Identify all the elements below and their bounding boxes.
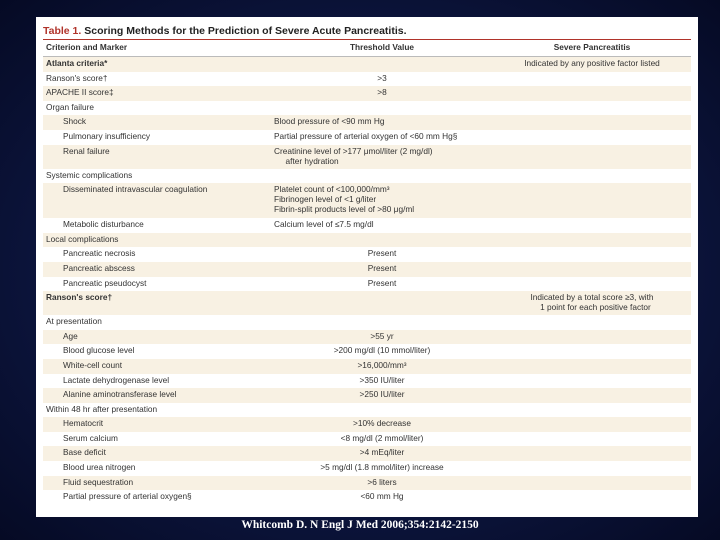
severity-cell <box>493 388 691 403</box>
threshold-cell: >6 liters <box>271 476 493 491</box>
severity-cell <box>493 183 691 218</box>
threshold-cell: >3 <box>377 72 387 83</box>
table-row <box>43 432 691 447</box>
threshold-cell: >350 IU/liter <box>359 374 405 385</box>
criterion-cell: Base deficit <box>43 446 271 461</box>
table-row <box>43 130 691 145</box>
criterion-cell: Renal failure <box>43 145 271 169</box>
criterion-cell: Blood glucose level <box>63 345 135 356</box>
table-row <box>43 417 691 432</box>
criterion-cell: Organ failure <box>46 101 94 112</box>
criterion-cell: Ranson's score† <box>46 72 108 83</box>
severity-cell <box>493 72 691 87</box>
table-row <box>43 86 691 101</box>
severity-cell <box>493 432 691 447</box>
severity-cell <box>493 476 691 491</box>
threshold-cell: Calcium level of ≤7.5 mg/dl <box>274 219 374 230</box>
table-row <box>43 233 691 248</box>
severity-cell: Indicated by any positive factor listed <box>493 57 691 72</box>
threshold-cell: Present <box>367 248 397 259</box>
table-row <box>43 490 691 505</box>
table-row <box>43 388 691 403</box>
criterion-cell: Alanine aminotransferase level <box>43 388 271 403</box>
table-title-lead: Table 1. <box>43 25 82 37</box>
table-row <box>43 344 691 359</box>
threshold-cell: Creatinine level of >177 μmol/liter (2 mg/dl) after hydration <box>271 145 493 169</box>
severity-cell <box>493 417 691 432</box>
severity-cell <box>493 115 691 130</box>
table-header-row <box>43 40 691 57</box>
criterion-cell: Age <box>43 330 271 345</box>
severity-cell <box>493 374 691 389</box>
table-row <box>43 446 691 461</box>
severity-cell <box>493 86 691 101</box>
threshold-cell: Present <box>271 262 493 277</box>
severity-cell <box>493 145 691 169</box>
criterion-cell: Local complications <box>43 233 271 248</box>
criterion-cell: Pulmonary insufficiency <box>63 130 151 141</box>
table-row <box>43 218 691 233</box>
threshold-cell: <60 mm Hg <box>360 491 404 502</box>
table-row <box>43 374 691 389</box>
threshold-cell: >4 mEq/liter <box>271 446 493 461</box>
table-row <box>43 291 691 315</box>
table-title-text: Scoring Methods for the Prediction of Severe Acute Pancreatitis. <box>81 25 407 37</box>
column-header-severe: Severe Pancreatitis <box>493 40 691 57</box>
criterion-cell: Hematocrit <box>43 417 271 432</box>
threshold-cell: Blood pressure of <90 mm Hg <box>271 115 493 130</box>
criterion-cell: Shock <box>43 115 271 130</box>
severity-cell <box>493 446 691 461</box>
severity-cell <box>493 277 691 292</box>
table-row <box>43 461 691 476</box>
criterion-cell: APACHE II score‡ <box>43 86 271 101</box>
table-body <box>43 57 691 505</box>
table-row <box>43 247 691 262</box>
threshold-cell <box>271 315 493 330</box>
criterion-cell: Metabolic disturbance <box>63 219 144 230</box>
threshold-cell: Present <box>367 277 397 288</box>
criterion-cell: Disseminated intravascular coagulation <box>43 183 271 218</box>
column-header-threshold: Threshold Value <box>271 40 493 57</box>
threshold-cell <box>271 169 493 184</box>
criterion-cell: Blood urea nitrogen <box>63 462 136 473</box>
threshold-cell: <8 mg/dl (2 mmol/liter) <box>340 432 424 443</box>
severity-cell <box>493 247 691 262</box>
threshold-cell: >5 mg/dl (1.8 mmol/liter) increase <box>320 462 444 473</box>
criterion-cell: Pancreatic abscess <box>43 262 271 277</box>
severity-cell <box>493 233 691 248</box>
criterion-cell: Atlanta criteria* <box>43 57 271 72</box>
criterion-cell: White-cell count <box>43 359 271 374</box>
threshold-cell <box>271 233 493 248</box>
severity-cell <box>493 344 691 359</box>
threshold-cell: >10% decrease <box>271 417 493 432</box>
threshold-cell: >250 IU/liter <box>271 388 493 403</box>
severity-cell <box>493 315 691 330</box>
scoring-table <box>43 40 691 505</box>
table-row <box>43 183 691 218</box>
threshold-cell <box>271 403 493 418</box>
criterion-cell: Within 48 hr after presentation <box>46 403 158 414</box>
severity-cell <box>493 130 691 145</box>
threshold-cell: Partial pressure of arterial oxygen of <60 mm Hg§ <box>274 130 458 141</box>
table-row <box>43 359 691 374</box>
table-panel <box>36 17 698 517</box>
criterion-cell: Systemic complications <box>46 169 133 180</box>
criterion-cell: Ranson's score† <box>43 291 271 315</box>
table-row <box>43 262 691 277</box>
table-row <box>43 277 691 292</box>
column-header-criterion: Criterion and Marker <box>43 40 271 57</box>
severity-cell <box>493 359 691 374</box>
threshold-cell: >8 <box>271 86 493 101</box>
severity-cell <box>493 490 691 505</box>
table-row <box>43 72 691 87</box>
severity-cell <box>493 262 691 277</box>
citation-caption: Whitcomb D. N Engl J Med 2006;354:2142-2150 <box>241 519 479 531</box>
table-row <box>43 115 691 130</box>
table-row <box>43 57 691 72</box>
threshold-cell <box>271 101 493 116</box>
criterion-cell: Serum calcium <box>63 432 118 443</box>
severity-cell <box>493 218 691 233</box>
threshold-cell: >200 mg/dl (10 mmol/liter) <box>333 345 431 356</box>
criterion-cell: At presentation <box>46 316 102 327</box>
severity-cell: Indicated by a total score ≥3, with 1 point for each positive factor <box>493 291 691 315</box>
criterion-cell: Partial pressure of arterial oxygen§ <box>63 491 192 502</box>
table-row <box>43 169 691 184</box>
table-row <box>43 330 691 345</box>
severity-cell <box>493 330 691 345</box>
criterion-cell: Lactate dehydrogenase level <box>63 374 170 385</box>
table-row <box>43 315 691 330</box>
criterion-cell: Fluid sequestration <box>43 476 271 491</box>
threshold-cell: >16,000/mm³ <box>271 359 493 374</box>
threshold-cell <box>271 291 493 315</box>
threshold-cell <box>271 57 493 72</box>
table-row <box>43 476 691 491</box>
threshold-cell: Platelet count of <100,000/mm³ Fibrinogen level of <1 g/liter Fibrin-split products level of >80 μg/ml <box>271 183 493 218</box>
threshold-cell: >55 yr <box>271 330 493 345</box>
criterion-cell: Pancreatic necrosis <box>63 248 136 259</box>
severity-cell <box>493 169 691 184</box>
table-row <box>43 101 691 116</box>
table-row <box>43 403 691 418</box>
table-title <box>43 23 691 39</box>
table-row <box>43 145 691 169</box>
severity-cell <box>493 461 691 476</box>
severity-cell <box>493 101 691 116</box>
criterion-cell: Pancreatic pseudocyst <box>63 277 147 288</box>
severity-cell <box>493 403 691 418</box>
